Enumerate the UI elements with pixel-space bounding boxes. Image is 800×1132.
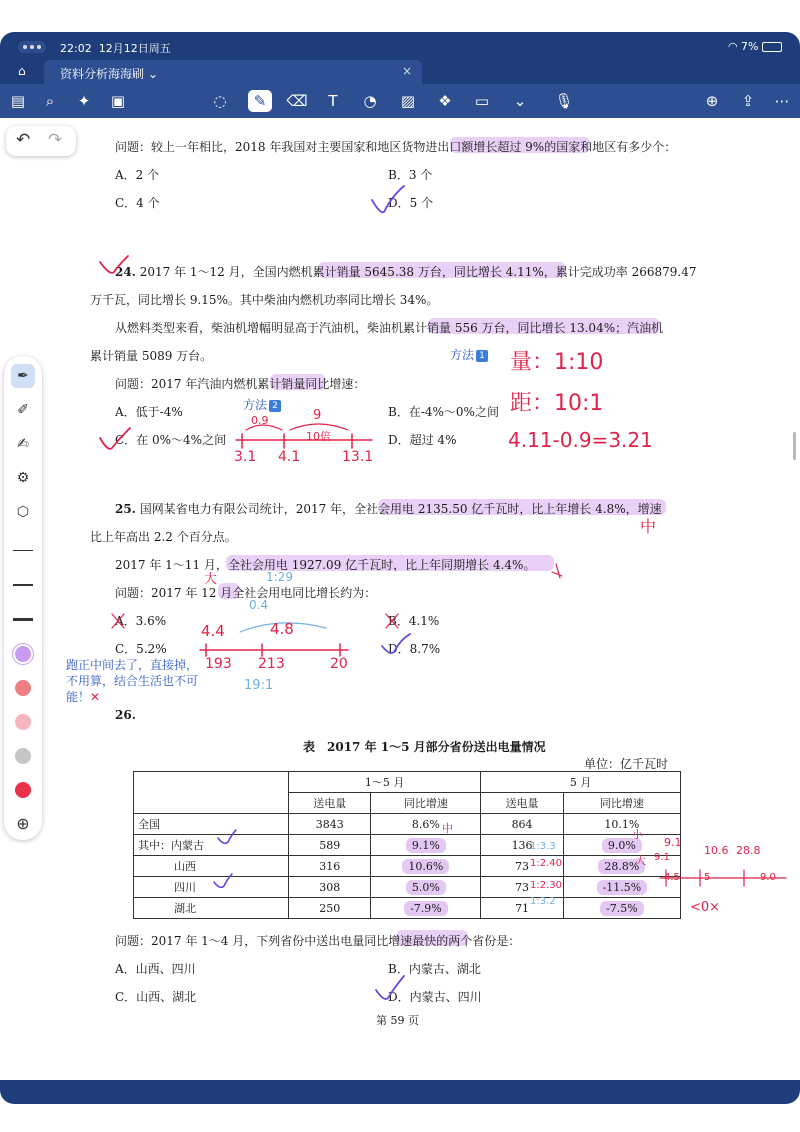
q24-option-b: B．在-4%～0%之间 — [388, 405, 499, 419]
table-cell-name: 山西 — [134, 856, 289, 877]
q23-option-b: B．3 个 — [388, 168, 433, 182]
table-cell: 308 — [289, 877, 371, 898]
document-tab-title: 资料分析海海刷 ⌄ — [60, 67, 158, 81]
ink-num: 10倍 — [306, 430, 331, 443]
table-cell: 10.1% — [563, 814, 680, 835]
q26-question: 问题：2017 年 1～4 月，下列省份中送出电量同比增速最快的两个省份是： — [115, 934, 521, 948]
table-cell: -7.5% — [563, 898, 680, 919]
ink-num: 4.5 — [664, 872, 680, 883]
ink-ratio: 1:3.2 — [530, 896, 556, 907]
ink-lt0: <0× — [690, 900, 721, 915]
ink-num: 28.8 — [736, 844, 761, 857]
battery-icon — [762, 42, 782, 52]
color-swatch-crimson[interactable] — [15, 782, 31, 798]
multitask-dots-icon[interactable] — [18, 41, 46, 53]
ink-num: 4.4 — [201, 622, 225, 640]
magic-icon[interactable]: ✦ — [77, 92, 91, 110]
ink-num: 9 — [313, 408, 322, 423]
ink-num: 213 — [258, 656, 285, 672]
brush-pen-icon[interactable]: ✍ — [17, 436, 29, 452]
ink-calc: 4.11-0.9=3.21 — [508, 428, 653, 452]
table-corner-cell — [134, 772, 289, 814]
microphone-icon[interactable]: 🎙 — [554, 92, 574, 110]
method-2-label: 方法 2 — [243, 396, 281, 413]
sticky-note-icon[interactable]: ▭ — [474, 92, 490, 110]
q25-option-a: A．3.6% — [115, 614, 167, 628]
home-icon[interactable]: ⌂ — [18, 64, 26, 78]
document-tab[interactable] — [44, 60, 422, 84]
table-row — [134, 835, 681, 856]
q23-question: 问题：较上一年相比，2018 年我国对主要国家和地区货物进出口额增长超过 9%的国家和地区有多少个： — [115, 140, 677, 154]
ink-num: 4.1 — [278, 449, 301, 465]
q24-line3: 从燃料类型来看，柴油机增幅明显高于汽油机，柴油机累计销量 556 万台，同比增长 13.04%；汽油机 — [115, 321, 664, 335]
table-cell: 71 — [481, 898, 563, 919]
q26-table-title: 表 2017 年 1～5 月部分省份送出电量情况 — [303, 740, 546, 754]
wifi-icon: ◠ — [727, 40, 738, 53]
q25-option-d: D．8.7% — [388, 642, 441, 656]
ink-num: 9.1 — [654, 852, 670, 863]
ink-ratio: 1:2.30 — [530, 880, 562, 891]
table-cell: 316 — [289, 856, 371, 877]
undo-redo-bar — [6, 126, 76, 156]
table-cell: -7.9% — [371, 898, 481, 919]
thin-stroke-option[interactable] — [13, 550, 33, 551]
table-col-header: 送电量 — [481, 793, 563, 814]
ink-zhong: 中 — [442, 822, 453, 835]
table-cell: 28.8% — [563, 856, 680, 877]
table-row — [134, 898, 681, 919]
fountain-pen-icon[interactable]: ✒ — [11, 364, 35, 388]
add-color-icon[interactable]: ⊕ — [16, 814, 30, 833]
table-cell: 8.6% — [371, 814, 481, 835]
q23-option-c: C．4 个 — [115, 196, 160, 210]
redo-icon[interactable]: ↷ — [48, 130, 63, 150]
table-cell-name: 全国 — [134, 814, 289, 835]
pen-icon[interactable]: ✎ — [248, 90, 272, 112]
ink-num: 20 — [330, 656, 348, 672]
pen-tools-palette — [4, 356, 42, 840]
toolbar — [0, 84, 800, 118]
ink-num: 10.6 — [704, 844, 729, 857]
table-group-header: 5 月 — [481, 772, 681, 793]
ink-ratio-dist: 距：10:1 — [510, 391, 604, 416]
q26-number: 26. — [115, 708, 136, 722]
q24-question: 问题：2017 年汽油内燃机累计销量同比增速： — [115, 377, 366, 391]
table-group-header: 1～5 月 — [289, 772, 481, 793]
color-swatch-pink[interactable] — [15, 714, 31, 730]
ink-num: 0.9 — [251, 414, 269, 427]
table-cell: 250 — [289, 898, 371, 919]
table-cell: 5.0% — [371, 877, 481, 898]
table-cell: 9.1% — [371, 835, 481, 856]
table-cell: 73 — [481, 856, 563, 877]
ink-num: 5 — [704, 872, 711, 883]
battery-percent: 7% — [741, 40, 759, 53]
ink-xiao: 小 — [632, 828, 643, 841]
table-cell-name: 其中：内蒙古 — [134, 835, 289, 856]
q24-option-a: A．低于-4% — [115, 405, 183, 419]
method-1-label: 方法 1 — [450, 346, 488, 363]
table-cell: 136 — [481, 835, 563, 856]
table-header-row — [134, 772, 681, 793]
medium-stroke-option[interactable] — [13, 584, 33, 586]
ink-num: 13.1 — [342, 449, 374, 465]
table-cell-name: 四川 — [134, 877, 289, 898]
textbox-icon[interactable]: T — [328, 92, 338, 110]
q24-option-d: D．超过 4% — [388, 433, 457, 447]
q26-table-unit: 单位：亿千瓦时 — [584, 757, 669, 771]
ink-ratio-qty: 量：1:10 — [510, 350, 604, 375]
ink-num: 193 — [205, 656, 232, 672]
ink-da: 大 — [635, 854, 646, 867]
ink-num: 3.1 — [234, 449, 257, 465]
q25-line1: 25. 国网某省电力有限公司统计，2017 年，全社会用电 2135.50 亿千瓦时，比上年增长 4.8%，增速 — [115, 502, 662, 516]
table-cell: 73 — [481, 877, 563, 898]
sidebar-icon[interactable]: ▤ — [10, 92, 26, 110]
table-cell: 9.0% — [563, 835, 680, 856]
status-right — [728, 40, 782, 53]
undo-icon[interactable]: ↶ — [16, 130, 31, 150]
tab-bar — [0, 58, 800, 84]
table-cell: 10.6% — [371, 856, 481, 877]
close-tab-icon[interactable]: × — [401, 64, 412, 78]
page-number: 第 59 页 — [376, 1014, 419, 1027]
scrollbar[interactable] — [793, 432, 796, 460]
q26-option-d: D．内蒙古、四川 — [388, 990, 482, 1004]
lasso-icon[interactable]: ◌ — [213, 92, 227, 110]
ball-pen-icon[interactable]: ✐ — [17, 402, 29, 418]
document-icon[interactable]: ▣ — [110, 92, 126, 110]
color-swatch-gray[interactable] — [15, 748, 31, 764]
ink-note: 跑正中间去了，直接掉，不用算，结合生活也不可能！✕ — [66, 658, 199, 704]
ink-da: 大 — [204, 572, 218, 587]
table-col-header: 同比增速 — [371, 793, 481, 814]
table-cell: 3843 — [289, 814, 371, 835]
q25-option-c: C．5.2% — [115, 642, 167, 656]
eraser-icon[interactable]: ⌫ — [286, 92, 308, 110]
q26-option-b: B．内蒙古、湖北 — [388, 962, 481, 976]
ink-num: 9.1 — [664, 836, 682, 849]
status-time: 22:02 12月12日周五 — [60, 42, 171, 55]
q25-question: 问题：2017 年 12 月全社会用电同比增长约为： — [115, 586, 377, 600]
q26-option-a: A．山西、四川 — [115, 962, 196, 976]
thick-stroke-option[interactable] — [13, 618, 33, 621]
shapes-icon[interactable]: ◔ — [363, 92, 377, 110]
ink-num: 0.4 — [249, 598, 269, 612]
shape-tool-icon[interactable]: ⬡ — [16, 504, 30, 520]
q24-line4: 累计销量 5089 万台。 — [90, 349, 213, 363]
ink-num: 4.8 — [270, 620, 294, 638]
more-options-icon[interactable]: ⋯ — [774, 92, 790, 110]
table-cell: -11.5% — [563, 877, 680, 898]
table-row — [134, 814, 681, 835]
q25-line2: 比上年高出 2.2 个百分点。 — [90, 530, 237, 544]
table-col-header: 送电量 — [289, 793, 371, 814]
elements-icon[interactable]: ❖ — [438, 92, 452, 110]
color-swatch-red[interactable] — [15, 680, 31, 696]
color-swatch-purple[interactable] — [15, 646, 31, 662]
table-col-header: 同比增速 — [563, 793, 680, 814]
ink-ratio: 1:2.40 — [530, 858, 562, 869]
q25-option-b: B．4.1% — [388, 614, 440, 628]
image-icon[interactable]: ▨ — [400, 92, 416, 110]
q25-line3: 2017 年 1～11 月，全社会用电 1927.09 亿千瓦时，比上年同期增长 4.4%。 — [115, 558, 536, 572]
ink-zhong: 中 — [640, 517, 657, 536]
table-cell-name: 湖北 — [134, 898, 289, 919]
settings-icon[interactable]: ⚙ — [16, 470, 30, 486]
add-page-icon[interactable]: ⊕ — [705, 92, 719, 110]
table-cell: 589 — [289, 835, 371, 856]
q24-line1: 24. 2017 年 1～12 月，全国内燃机累计销量 5645.38 万台，同比增长 4.11%，累计完成功率 266879.47 — [115, 265, 697, 279]
share-icon[interactable]: ⇪ — [741, 92, 755, 110]
q23-option-a: A．2 个 — [115, 168, 160, 182]
search-icon[interactable]: ⌕ — [45, 92, 55, 110]
ink-num: 9.0 — [760, 872, 776, 883]
q26-option-c: C．山西、湖北 — [115, 990, 197, 1004]
table-cell: 864 — [481, 814, 563, 835]
ink-ratio: 1:3.3 — [530, 841, 556, 852]
q26-table — [133, 771, 681, 919]
status-bar — [0, 36, 800, 58]
table-row — [134, 856, 681, 877]
q24-line2: 万千瓦，同比增长 9.15%。其中柴油内燃机功率同比增长 34%。 — [90, 293, 439, 307]
ink-ratio: 19:1 — [244, 678, 274, 693]
ink-ratio: 1:29 — [266, 570, 293, 584]
q24-option-c: C．在 0%～4%之间 — [115, 433, 227, 447]
table-row — [134, 877, 681, 898]
more-icon[interactable]: ⌄ — [513, 92, 527, 110]
q23-option-d: D．5 个 — [388, 196, 434, 210]
